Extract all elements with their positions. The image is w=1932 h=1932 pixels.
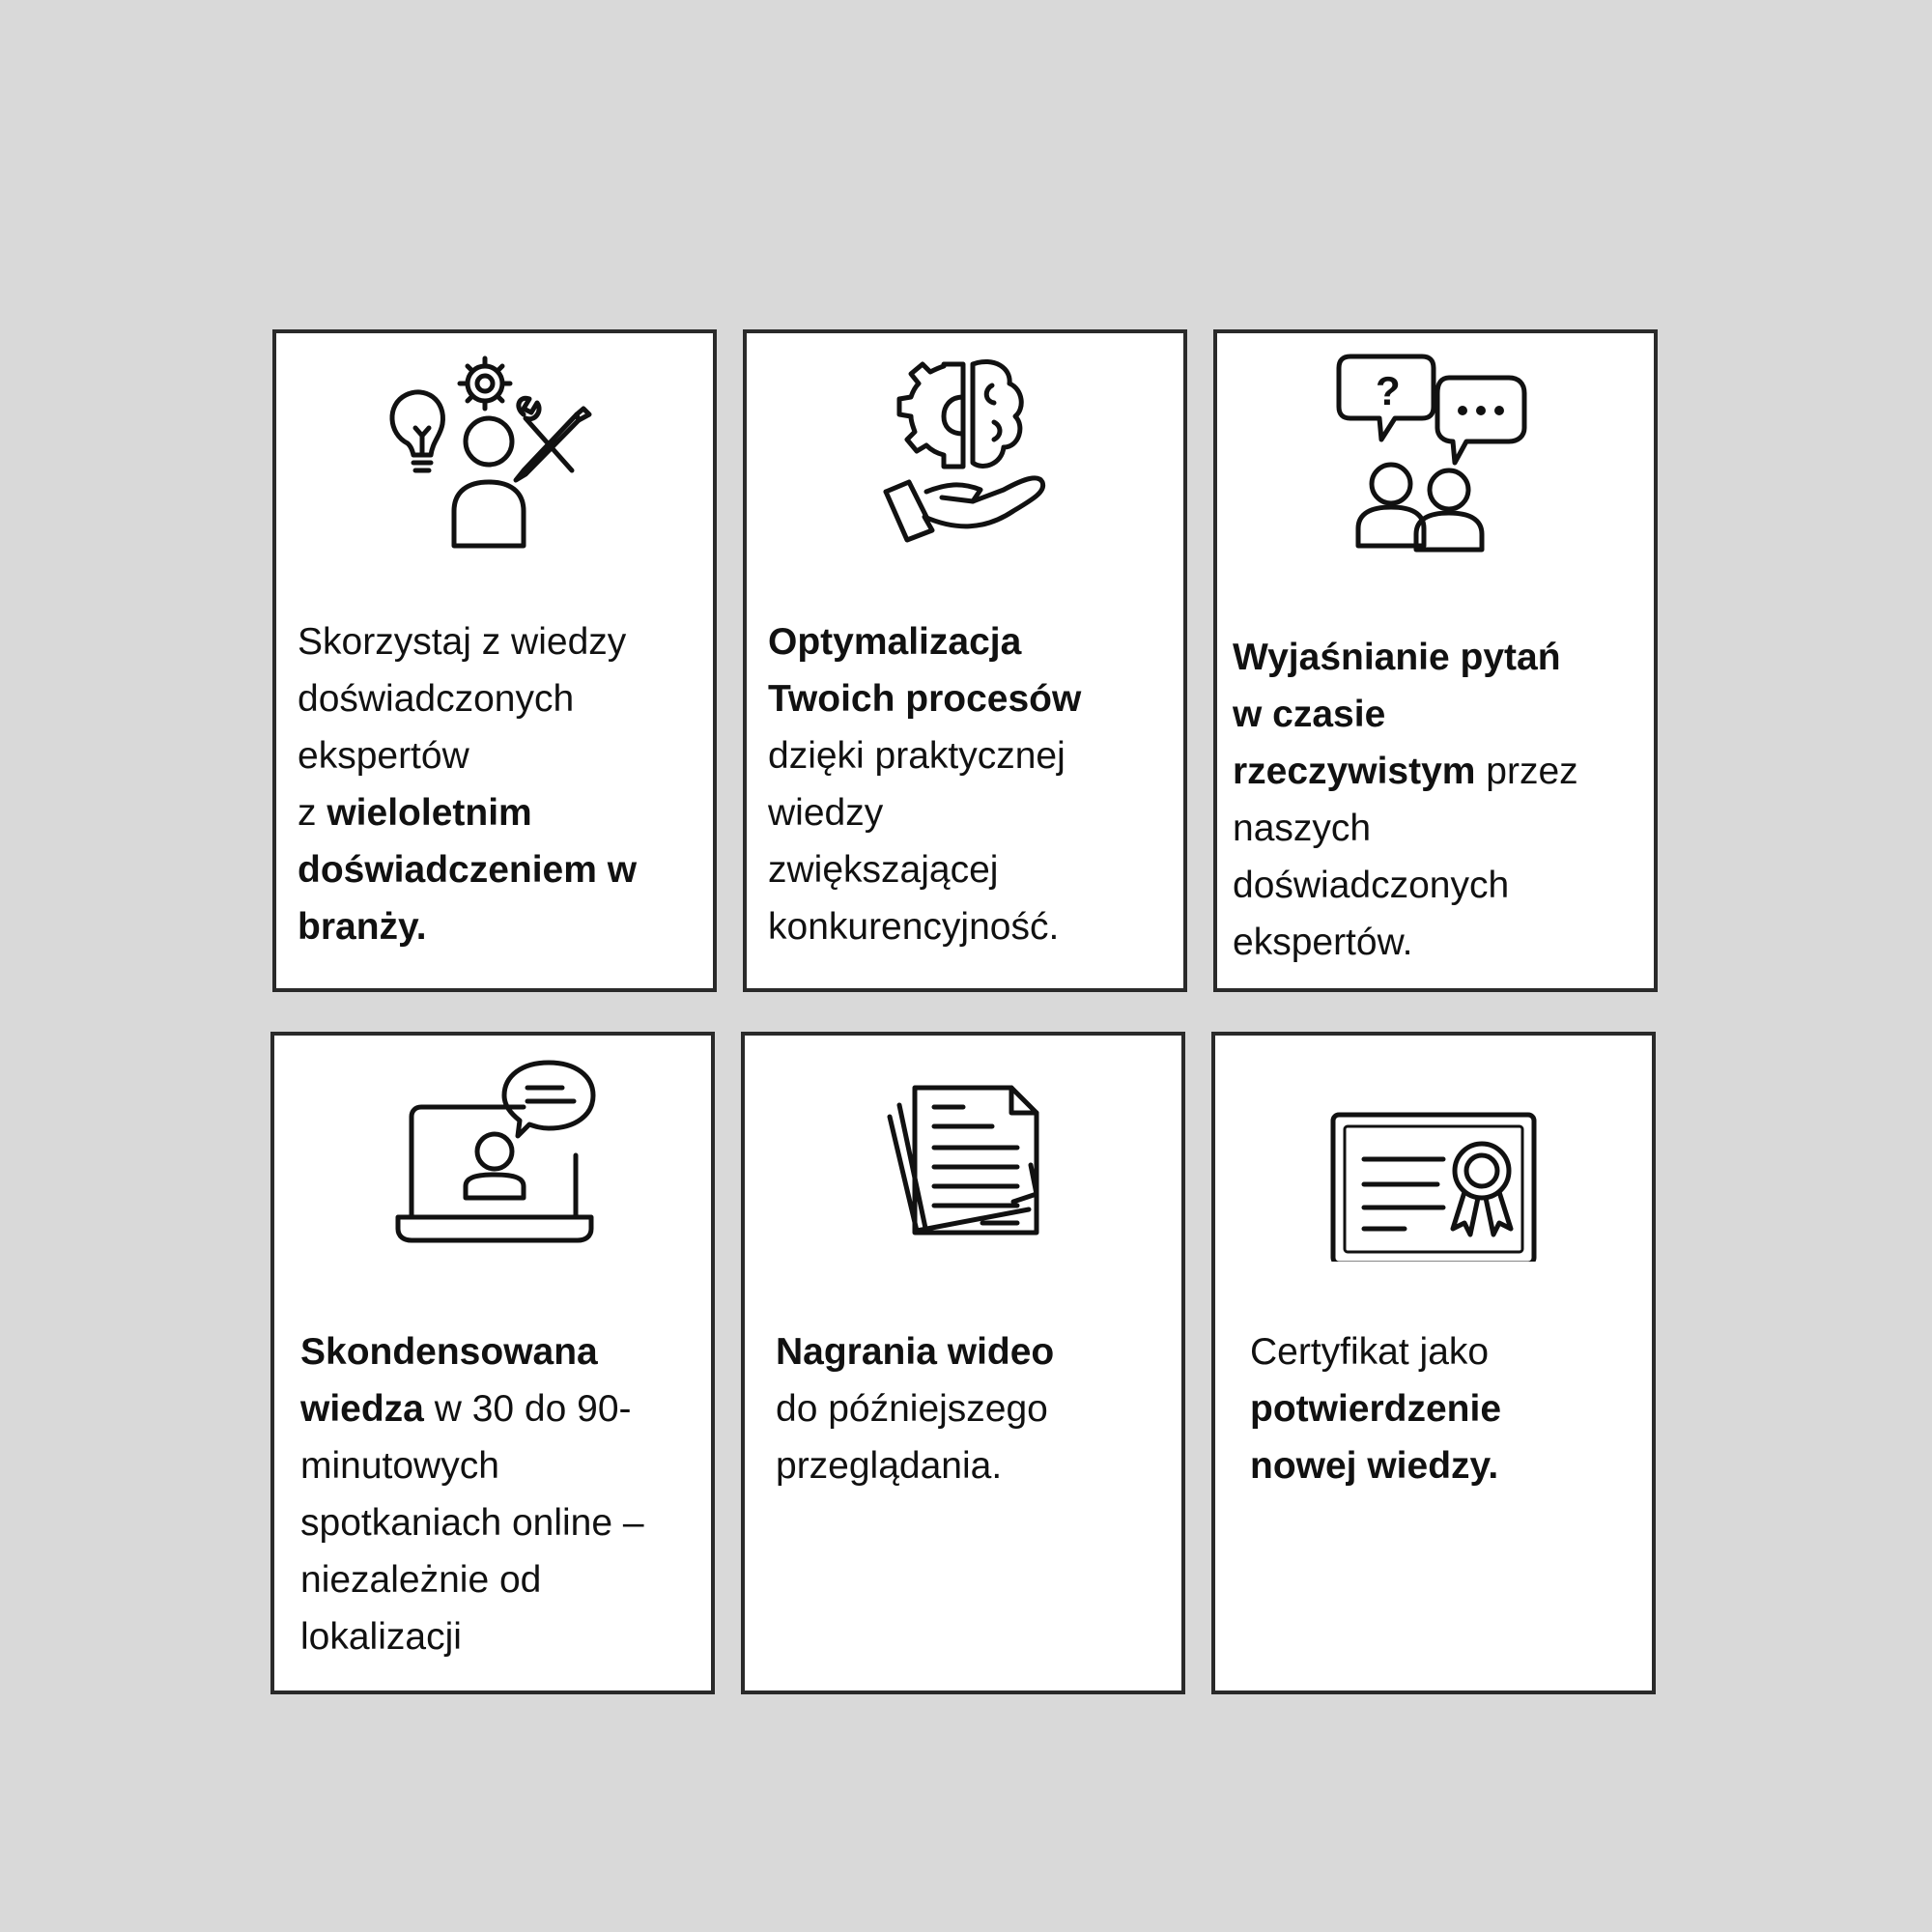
text-line — [1233, 800, 1646, 857]
bold-text: Optymalizacja — [768, 621, 1022, 663]
people-chat-icon — [1217, 333, 1654, 584]
text-segment: lokalizacji — [300, 1616, 462, 1658]
expert-tools-icon — [276, 333, 713, 584]
card-text — [1250, 1323, 1636, 1494]
text-segment: ekspertów — [298, 735, 469, 777]
feature-card-experts — [272, 329, 717, 992]
text-line — [300, 1494, 696, 1551]
text-line — [1233, 857, 1646, 914]
bold-text: doświadczeniem w — [298, 849, 638, 891]
text-segment: przez — [1475, 751, 1578, 792]
bold-text: rzeczywistym — [1233, 751, 1476, 792]
card-text — [776, 1323, 1162, 1494]
text-segment: minutowych — [300, 1445, 499, 1487]
text-line — [1233, 629, 1646, 686]
text-line — [1233, 743, 1646, 800]
text-line — [768, 727, 1174, 784]
bold-text: wieloletnim — [327, 792, 532, 834]
text-line — [1250, 1323, 1636, 1380]
text-line — [768, 613, 1174, 670]
text-segment: z — [298, 792, 327, 834]
text-line — [298, 784, 703, 841]
text-line — [300, 1437, 696, 1494]
text-segment: do późniejszego — [776, 1388, 1048, 1430]
bold-text: potwierdzenie — [1250, 1388, 1502, 1430]
text-segment: ekspertów. — [1233, 922, 1413, 963]
text-segment: naszych — [1233, 808, 1372, 849]
feature-card-realtime-answers — [1213, 329, 1658, 992]
text-line — [298, 841, 703, 898]
documents-stack-icon — [745, 1036, 1181, 1287]
text-segment: niezależnie od — [300, 1559, 542, 1601]
text-segment: konkurencyjność. — [768, 906, 1060, 948]
text-line — [1233, 686, 1646, 743]
text-segment: Skorzystaj z wiedzy — [298, 621, 627, 663]
bold-text: w czasie — [1233, 694, 1386, 735]
bold-text: wiedza — [300, 1388, 424, 1430]
text-line — [768, 898, 1174, 955]
bold-text: Twoich procesów — [768, 678, 1082, 720]
text-line — [1233, 914, 1646, 971]
text-segment: dzięki praktycznej — [768, 735, 1065, 777]
question-mark: ? — [1376, 368, 1401, 413]
feature-card-optimization — [743, 329, 1187, 992]
card-text — [300, 1323, 696, 1665]
feature-card-certificate — [1211, 1032, 1656, 1694]
card-text — [298, 613, 703, 955]
bold-text: nowej wiedzy. — [1250, 1445, 1499, 1487]
text-line — [300, 1608, 696, 1665]
text-line — [298, 670, 703, 727]
bold-text: branży. — [298, 906, 427, 948]
text-line — [1250, 1437, 1636, 1494]
text-segment: zwiększającej — [768, 849, 999, 891]
text-segment: doświadczonych — [298, 678, 575, 720]
text-line — [768, 841, 1174, 898]
text-line — [1250, 1380, 1636, 1437]
text-line — [768, 670, 1174, 727]
card-text — [768, 613, 1174, 955]
bold-text: Wyjaśnianie pytań — [1233, 637, 1561, 678]
text-line — [298, 898, 703, 955]
text-line — [298, 613, 703, 670]
laptop-video-call-icon — [274, 1036, 711, 1287]
card-text — [1233, 629, 1646, 971]
brain-in-hand-icon — [747, 333, 1183, 584]
text-line — [300, 1551, 696, 1608]
text-line — [300, 1323, 696, 1380]
text-segment: przeglądania. — [776, 1445, 1003, 1487]
text-line — [776, 1380, 1162, 1437]
text-segment: wiedzy — [768, 792, 884, 834]
certificate-icon — [1215, 1036, 1652, 1287]
feature-card-online-sessions — [270, 1032, 715, 1694]
text-segment: Certyfikat jako — [1250, 1331, 1490, 1373]
feature-card-video-recordings — [741, 1032, 1185, 1694]
text-segment: doświadczonych — [1233, 865, 1510, 906]
text-line — [300, 1380, 696, 1437]
text-segment: w 30 do 90- — [423, 1388, 632, 1430]
text-segment: spotkaniach online – — [300, 1502, 644, 1544]
text-line — [298, 727, 703, 784]
bold-text: Nagrania wideo — [776, 1331, 1055, 1373]
text-line — [776, 1437, 1162, 1494]
text-line — [776, 1323, 1162, 1380]
bold-text: Skondensowana — [300, 1331, 598, 1373]
text-line — [768, 784, 1174, 841]
